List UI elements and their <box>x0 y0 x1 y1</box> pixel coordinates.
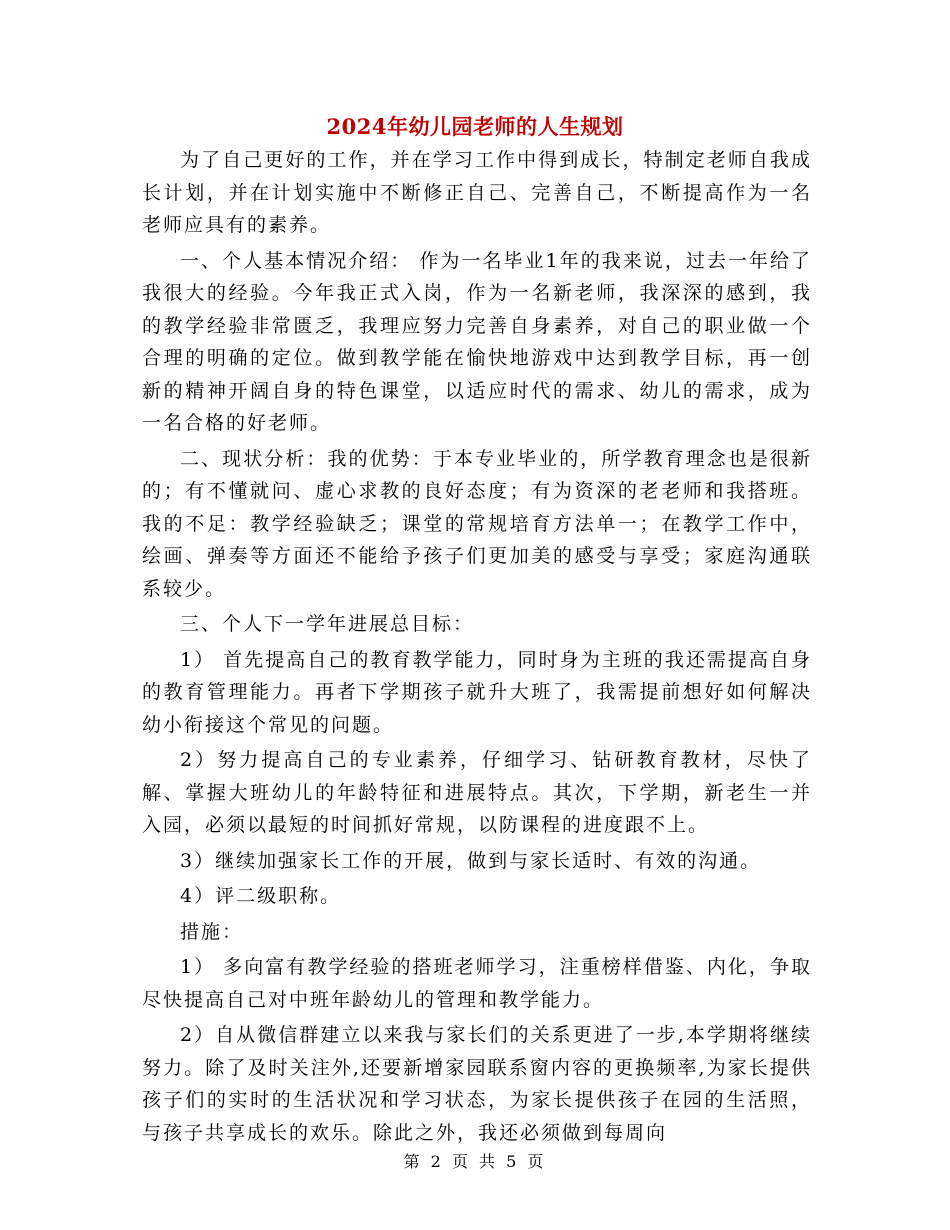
paragraph-measures-heading: 措施： <box>180 920 244 943</box>
paragraph-goal-1: 1） 首先提高自己的教育教学能力，同时身为主班的我还需提高自身的教育管理能力。再者下学期孩子就升大班了，我需提前想好如何解决幼小衔接这个常见的问题。 <box>142 648 812 736</box>
document-body <box>142 144 812 1152</box>
page-number-footer: 第 2 页 共 5 页 <box>403 1152 547 1171</box>
document-title: 2024年幼儿园老师的人生规划 <box>326 114 624 139</box>
paragraph-goal-4: 4）评二级职称。 <box>180 885 342 907</box>
paragraph-section-3-heading: 三、个人下一学年进展总目标： <box>180 613 475 635</box>
paragraph-section-1: 一、个人基本情况介绍： 作为一名毕业1年的我来说，过去一年给了我很大的经验。今年我正式入岗，作为一名新老师，我深深的感到，我的教学经验非常匮乏，我理应努力完善自身素养，对自己的职业做一个合理的明确的定位。做到教学能在愉快地游戏中达到教学目标，再一创新的精神开阔自身的特色课堂，以适应时代的需求、幼儿的需求，成为一名合格的好老师。 <box>142 249 812 434</box>
paragraph-measure-1: 1） 多向富有教学经验的搭班老师学习，注重榜样借鉴、内化，争取尽快提高自己对中班年龄幼儿的管理和教学能力。 <box>142 956 812 1011</box>
paragraph-intro: 为了自己更好的工作，并在学习工作中得到成长，特制定老师自我成长计划，并在计划实施中不断修正自己、完善自己，不断提高作为一名老师应具有的素养。 <box>142 149 812 236</box>
paragraph-section-2: 二、现状分析：我的优势：于本专业毕业的，所学教育理念也是很新的；有不懂就问、虚心求教的良好态度；有为资深的老老师和我搭班。 我的不足：教学经验缺乏；课堂的常规培育方法单一；在教学工作中，绘画、弹奏等方面还不能给予孩子们更加美的感受与享受；家庭沟通联系较少。 <box>142 447 812 600</box>
paragraph-goal-3: 3）继续加强家长工作的开展，做到与家长适时、有效的沟通。 <box>180 849 762 872</box>
paragraph-measure-2: 2）自从微信群建立以来我与家长们的关系更进了一步,本学期将继续努力。除了及时关注外,还要新增家园联系窗内容的更换频率,为家长提供孩子们的实时的生活状况和学习状态，为家长提供孩子在园的生活照，与孩子共享成长的欢乐。除此之外，我还必须做到每周向 <box>142 1024 812 1144</box>
paragraph-goal-2: 2）努力提高自己的专业素养，仔细学习、钻研教育教材，尽快了解、掌握大班幼儿的年龄特征和进展特点。其次，下学期，新老生一并入园，必须以最短的时间抓好常规，以防课程的进度跟不上。 <box>142 749 812 836</box>
